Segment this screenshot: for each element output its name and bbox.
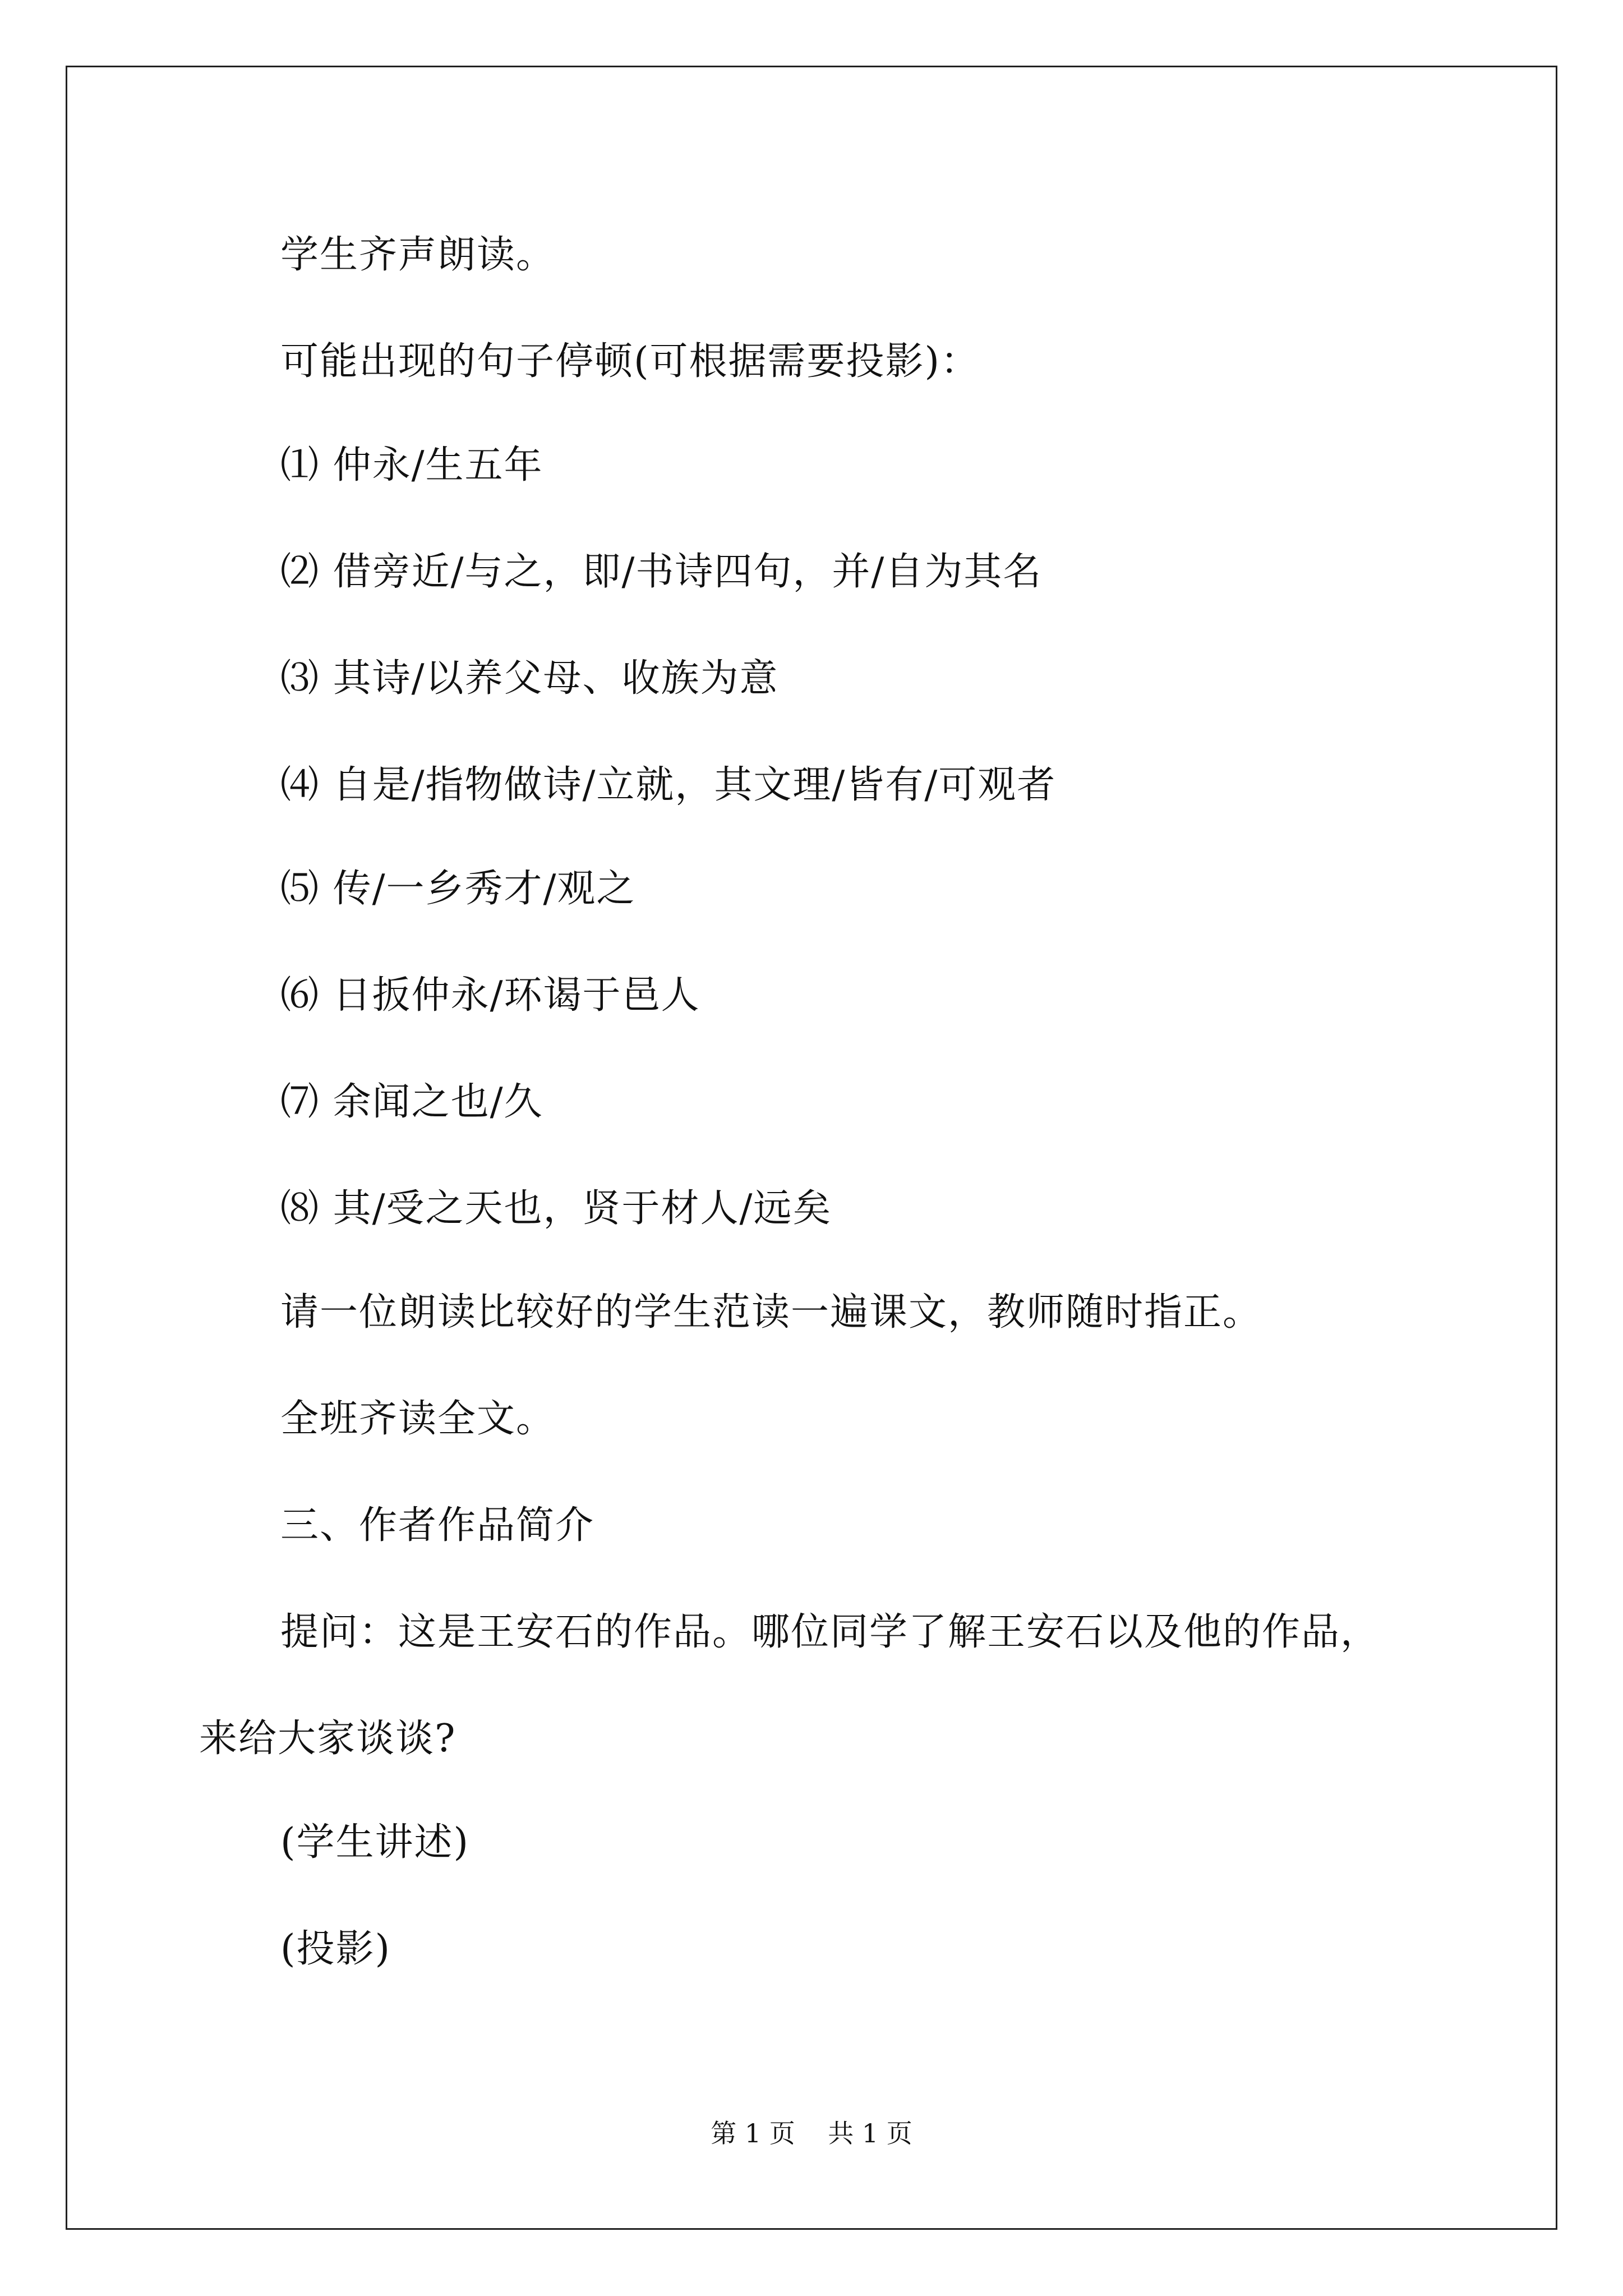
text-line: ⑺ 余闻之也/久 — [280, 1080, 543, 1124]
text-line: 可能出现的句子停顿(可根据需要投影)： — [280, 339, 980, 384]
text-line: ⑶ 其诗/以养父母、收族为意 — [280, 656, 779, 701]
text-line: (投影) — [280, 1927, 391, 1971]
text-line: ⑵ 借旁近/与之，即/书诗四句，并/自为其名 — [280, 550, 1043, 594]
text-line: 来给大家谈谈? — [199, 1717, 457, 1761]
text-line: ⑹ 日扳仲永/环谒于邑人 — [280, 973, 700, 1018]
text-line: 学生齐声朗读。 — [280, 233, 556, 277]
text-line: 三、作者作品简介 — [280, 1503, 595, 1548]
text-line: 请一位朗读比较好的学生范读一遍课文，教师随时指正。 — [280, 1290, 1262, 1335]
text-line: 提问：这是王安石的作品。哪位同学了解王安石以及他的作品， — [280, 1610, 1380, 1654]
text-line: ⑻ 其/受之天也，贤于材人/远矣 — [280, 1186, 832, 1231]
text-line: 全班齐读全文。 — [280, 1397, 556, 1441]
text-line: ⑷ 自是/指物做诗/立就，其文理/皆有/可观者 — [280, 763, 1057, 807]
page-frame — [66, 66, 1557, 2230]
text-line: (学生讲述) — [280, 1820, 470, 1865]
text-line: ⑴ 仲永/生五年 — [280, 443, 543, 487]
text-line: ⑸ 传/一乡秀才/观之 — [280, 867, 636, 911]
page-footer: 第 1 页 共 1 页 — [711, 2118, 912, 2148]
